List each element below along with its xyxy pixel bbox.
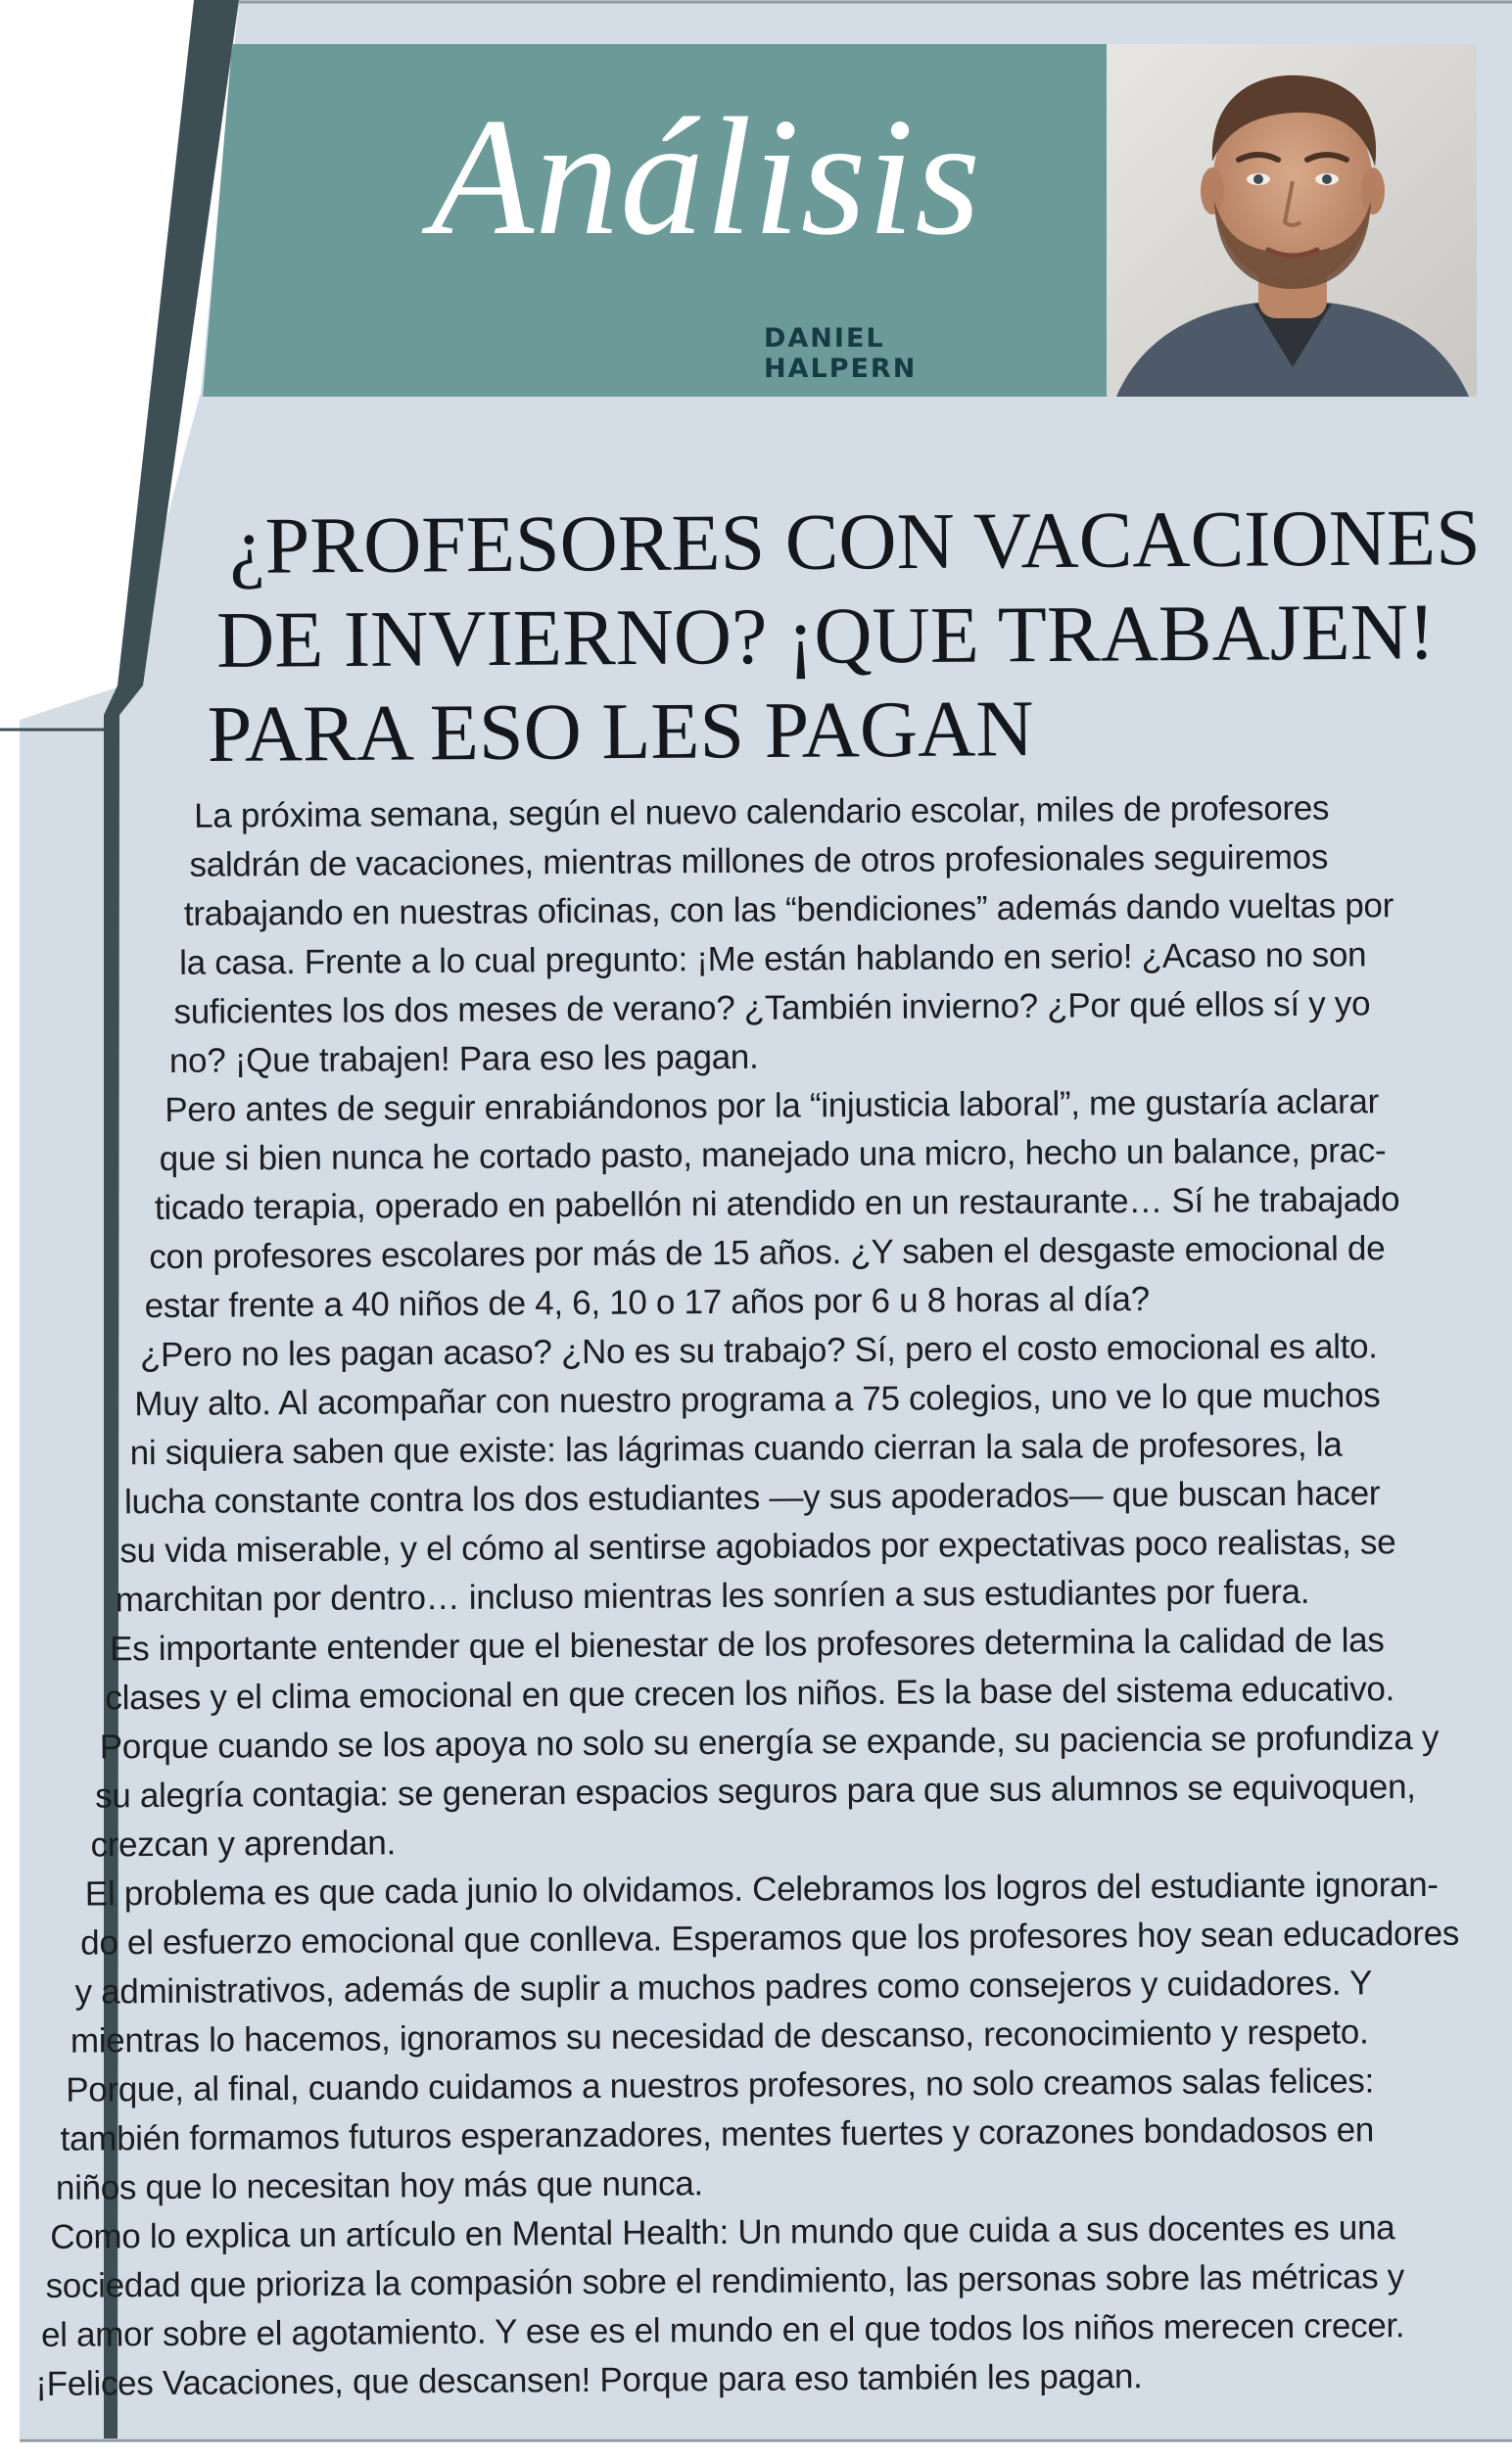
body-line: saldrán de vacaciones, mientras millones de otros profesionales seguiremos	[189, 837, 1329, 884]
body-line: el amor sobre el agotamiento. Y ese es el mundo en el que todos los niños merecen crecer.	[40, 2306, 1405, 2354]
body-line: suficientes los dos meses de verano? ¿También invierno? ¿Por qué ellos sí y yo	[173, 984, 1371, 1031]
body-line: marchitan por dentro… incluso mientras les sonríen a sus estudiantes por fuera.	[115, 1572, 1310, 1620]
body-line: sociedad que prioriza la compasión sobre el rendimiento, las personas sobre las métricas y	[45, 2257, 1405, 2305]
section-title: Análisis	[431, 84, 982, 270]
body-line: ni siquiera saben que existe: las lágrimas cuando cierran la sala de profesores, la	[129, 1425, 1343, 1473]
body-line: ¿Pero no les pagan acaso? ¿No es su trabajo? Sí, pero el costo emocional es alto.	[139, 1327, 1378, 1375]
body-line: su vida miserable, y el cómo al sentirse agobiados por expectativas poco realistas, se	[119, 1523, 1396, 1571]
body-line: do el esfuerzo emocional que conlleva. Esperamos que los profesores hoy sean educadores	[80, 1914, 1460, 1963]
body-line: niños que lo necesitan hoy más que nunca.	[55, 2164, 704, 2207]
headline-line: ¿PROFESORES CON VACACIONES	[229, 492, 1481, 591]
body-line: y administrativos, además de suplir a muchos padres como consejeros y cuidadores. Y	[74, 1964, 1373, 2012]
body-line: su alegría contagia: se generan espacios seguros para que sus alumnos se equivoquen,	[95, 1768, 1416, 1816]
body-line: Es importante entender que el bienestar de los profesores determina la calidad de las	[109, 1621, 1385, 1669]
body-line: Muy alto. Al acompañar con nuestro programa a 75 colegios, uno ve lo que muchos	[134, 1376, 1381, 1424]
body-line: clases y el clima emocional en que crecen los niños. Es la base del sistema educativo.	[105, 1670, 1395, 1718]
body-line: Como lo explica un artículo en Mental Health: Un mundo que cuida a sus docentes es una	[50, 2208, 1395, 2256]
body-line: que si bien nunca he cortado pasto, manejado una micro, hecho un balance, prac-	[159, 1131, 1387, 1179]
body-line: la casa. Frente a lo cual pregunto: ¡Me están hablando en serio! ¿Acaso no son	[179, 935, 1367, 982]
headline-line: DE INVIERNO? ¡QUE TRABAJEN!	[215, 587, 1436, 685]
body-line: crezcan y aprendan.	[90, 1824, 397, 1865]
body-line: Porque, al final, cuando cuidamos a nuestros profesores, no solo creamos salas felices:	[66, 2061, 1375, 2109]
body-line: trabajando en nuestras oficinas, con las “bendiciones” además dando vueltas por	[183, 886, 1394, 933]
body-line: ¡Felices Vacaciones, que descansen! Porque para eso también les pagan.	[35, 2357, 1143, 2403]
body-line: con profesores escolares por más de 15 años. ¿Y saben el desgaste emocional de	[149, 1229, 1386, 1277]
body-line: Pero antes de seguir enrabiándonos por la “injusticia laboral”, me gustaría aclarar	[165, 1082, 1380, 1129]
body-line: La próxima semana, según el nuevo calendario escolar, miles de profesores	[194, 788, 1330, 835]
body-line: lucha constante contra los dos estudiantes —y sus apoderados— que buscan hacer	[123, 1474, 1381, 1522]
body-line: El problema es que cada junio lo olvidamos. Celebramos los logros del estudiante ignoran-	[84, 1865, 1439, 1914]
body-line: no? ¡Que trabajen! Para eso les pagan.	[168, 1037, 759, 1080]
body-line: ticado terapia, operado en pabellón ni atendido en un restaurante… Sí he trabajado	[154, 1180, 1400, 1228]
article-headline	[206, 491, 1481, 782]
article-body	[20, 783, 1499, 2409]
body-line: Porque cuando se los apoya no solo su energía se expande, su paciencia se profundiza y	[99, 1718, 1440, 1767]
body-line: mientras lo hacemos, ignoramos su necesidad de descanso, reconocimiento y respeto.	[70, 2013, 1369, 2061]
body-line: también formamos futuros esperanzadores, mentes fuertes y corazones bondadosos en	[60, 2110, 1375, 2158]
author-name: DANIEL HALPERN	[764, 323, 918, 384]
headline-line: PARA ESO LES PAGAN	[207, 684, 1034, 779]
author-portrait-photo	[1107, 44, 1477, 397]
body-line: estar frente a 40 niños de 4, 6, 10 o 17 años por 6 u 8 horas al día?	[144, 1279, 1150, 1326]
